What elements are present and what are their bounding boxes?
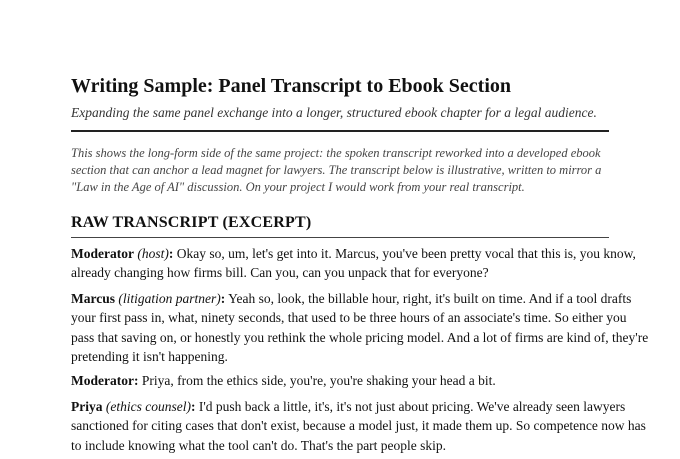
intro-note-line: "Law in the Age of AI" discussion. On your project I would work from your real transcript. (71, 180, 525, 194)
transcript-text: I'd push back a little, it's, it's not just about pricing. We've already seen lawyers (198, 399, 626, 414)
transcript-entry (71, 289, 649, 366)
speaker-name: Marcus (71, 291, 115, 306)
transcript-text: pretending it isn't happening. (71, 348, 228, 364)
transcript-text: sanctioned for citing cases that don't exist, because a model just, it made them up. So competence now has (71, 418, 646, 434)
transcript-line (71, 244, 636, 263)
intro-note-line: section that can anchor a lead magnet for lawyers. The transcript below is illustrative, written to mirror a (71, 163, 602, 177)
transcript-text: pass that saving on, or honestly you rethink the whole pricing model. And a lot of firms are kind of, they're (71, 329, 649, 345)
transcript-entry (71, 397, 646, 455)
title-divider (71, 130, 609, 132)
transcript-entry (71, 371, 609, 390)
speaker-colon: : (220, 291, 226, 306)
transcript-line (71, 371, 609, 390)
speaker-colon: : (190, 399, 196, 414)
transcript-text: already changing how firms bill. Can you, can you unpack that for everyone? (71, 265, 489, 281)
transcript-text: your first pass in, what, ninety seconds, that used to be three hours of an associate's time. So either you (71, 310, 627, 326)
section-heading: RAW TRANSCRIPT (EXCERPT) (71, 214, 312, 231)
intro-note-line: This shows the long-form side of the same project: the spoken transcript reworked into a developed ebook (71, 146, 601, 160)
speaker-name: Moderator: (71, 373, 139, 388)
transcript-text: Priya, from the ethics side, you're, you're shaking your head a bit. (141, 373, 496, 388)
intro-note (71, 145, 609, 196)
speaker-name: Moderator (71, 246, 134, 261)
speaker-role: (host) (137, 246, 169, 261)
document-subtitle: Expanding the same panel exchange into a longer, structured ebook chapter for a legal audience. (71, 105, 597, 120)
transcript-line (71, 397, 626, 416)
document-title: Writing Sample: Panel Transcript to Ebook Section (71, 75, 512, 97)
speaker-role: (litigation partner) (118, 291, 221, 306)
transcript-text: Okay so, um, let's get into it. Marcus, you've been pretty vocal that this is, you know, (176, 246, 636, 261)
section-divider (71, 237, 609, 238)
speaker-colon: : (168, 246, 174, 261)
speaker-role: (ethics counsel) (105, 399, 191, 414)
speaker-name: Priya (71, 399, 103, 414)
transcript-text: Yeah so, look, the billable hour, right, it's built on time. And if a tool drafts (228, 291, 632, 306)
transcript-line (71, 289, 632, 308)
transcript-entry (71, 244, 636, 283)
transcript-text: to include knowing what the tool can't do. That's the part people skip. (71, 437, 447, 453)
